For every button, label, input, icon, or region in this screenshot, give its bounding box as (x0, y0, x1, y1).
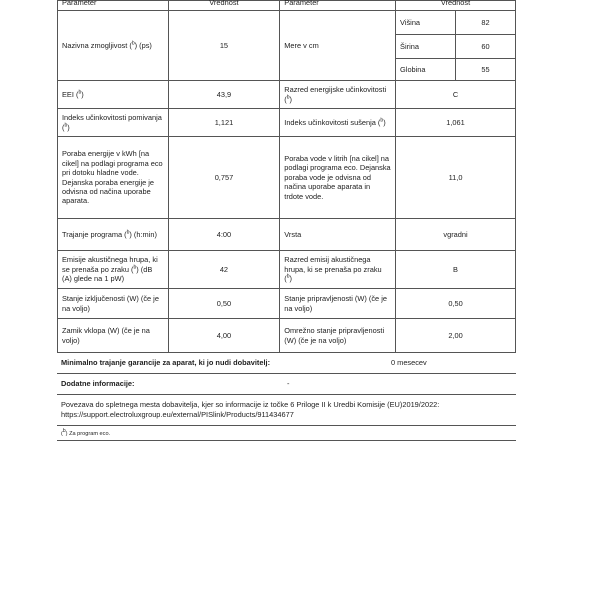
row-off-standby (58, 289, 516, 319)
additional-info-label: Dodatne informacije: (61, 379, 135, 388)
capacity-label: Nazivna zmogljivost ($^b$) (ps) (58, 11, 169, 81)
type-label: Vrsta (280, 219, 396, 251)
capacity-value: 15 (168, 11, 280, 81)
depth-label: Globina (396, 59, 456, 81)
footnote: ($^b$) Za program eco. (57, 426, 516, 441)
additional-info-section (57, 353, 516, 441)
row-delay-network (58, 319, 516, 353)
duration-label: Trajanje programa ($^b$) (h:min) (58, 219, 169, 251)
row-capacity (58, 11, 516, 35)
noise-label: Emisije akustičnega hrupa, ki se prenaša po zraku ($^b$) (dB (A) glede na 1 pW) (58, 251, 169, 289)
dimensions-label: Mere v cm (280, 11, 396, 81)
header-param-left: Parameter (58, 1, 169, 11)
supplier-link-row (57, 395, 516, 426)
cleaning-label: Indeks učinkovitosti pomivanja ($^b$) (58, 109, 169, 137)
water-consumption-value: 11,0 (396, 137, 516, 219)
off-mode-value: 0,50 (168, 289, 280, 319)
depth-value: 55 (456, 59, 516, 81)
energy-class-value: C (396, 81, 516, 109)
width-label: Širina (396, 35, 456, 59)
delay-start-label: Zamik vklopa (W) (če je na voljo) (58, 319, 169, 353)
drying-label: Indeks učinkovitosti sušenja ($^b$) (280, 109, 396, 137)
noise-value: 42 (168, 251, 280, 289)
header-param-right: Parameter (280, 1, 396, 11)
delay-start-value: 4,00 (168, 319, 280, 353)
noise-class-label: Razred emisij akustičnega hrupa, ki se prenaša po zraku ($^b$) (280, 251, 396, 289)
cleaning-value: 1,121 (168, 109, 280, 137)
supplier-link-url[interactable]: https://support.electroluxgroup.eu/external/PISlink/Products/911434677 (61, 410, 294, 419)
water-consumption-label: Poraba vode v litrih [na cikel] na podlagi programa eco. Dejanska poraba vode je odvisna od načina uporabe aparata in trdote vode. (280, 137, 396, 219)
standby-value: 0,50 (396, 289, 516, 319)
duration-value: 4:00 (168, 219, 280, 251)
row-duration (58, 219, 516, 251)
drying-value: 1,061 (396, 109, 516, 137)
network-standby-label: Omrežno stanje pripravljenosti (W) (če je na voljo) (280, 319, 396, 353)
standby-label: Stanje pripravljenosti (W) (če je na voljo) (280, 289, 396, 319)
footnote-marker: b (62, 428, 66, 435)
header-value-left: Vrednost (168, 1, 280, 11)
guarantee-value: 0 mesecev (391, 358, 427, 367)
supplier-link-text: Povezava do spletnega mesta dobavitelja, kjer so informacije iz točke 6 Priloge II k Uredbi Komisije (EU)2019/2022: (61, 400, 440, 409)
type-value: vgradni (396, 219, 516, 251)
product-info-sheet (57, 0, 516, 441)
spec-table (57, 0, 516, 353)
row-noise (58, 251, 516, 289)
guarantee-row (57, 353, 516, 374)
row-consumption (58, 137, 516, 219)
additional-info-row (57, 374, 516, 395)
noise-class-value: B (396, 251, 516, 289)
energy-class-label: Razred energijske učinkovitosti ($^b$) (280, 81, 396, 109)
header-value-right: Vrednost (396, 1, 516, 11)
energy-consumption-label: Poraba energije v kWh [na cikel] na podlagi programa eco pri dotoku hladne vode. Dejanska poraba energije je odvisna od načina uporabe aparata. (58, 137, 169, 219)
footnote-text: Za program eco. (69, 431, 111, 437)
row-efficiency (58, 109, 516, 137)
off-mode-label: Stanje izključenosti (W) (če je na voljo) (58, 289, 169, 319)
eei-label: EEI ($^b$) (58, 81, 169, 109)
network-standby-value: 2,00 (396, 319, 516, 353)
row-eei (58, 81, 516, 109)
additional-info-value: - (287, 379, 290, 388)
height-value: 82 (456, 11, 516, 35)
header-row (58, 1, 516, 11)
width-value: 60 (456, 35, 516, 59)
eei-value: 43,9 (168, 81, 280, 109)
guarantee-label: Minimalno trajanje garancije za aparat, ki jo nudi dobavitelj: (61, 358, 271, 367)
energy-consumption-value: 0,757 (168, 137, 280, 219)
height-label: Višina (396, 11, 456, 35)
